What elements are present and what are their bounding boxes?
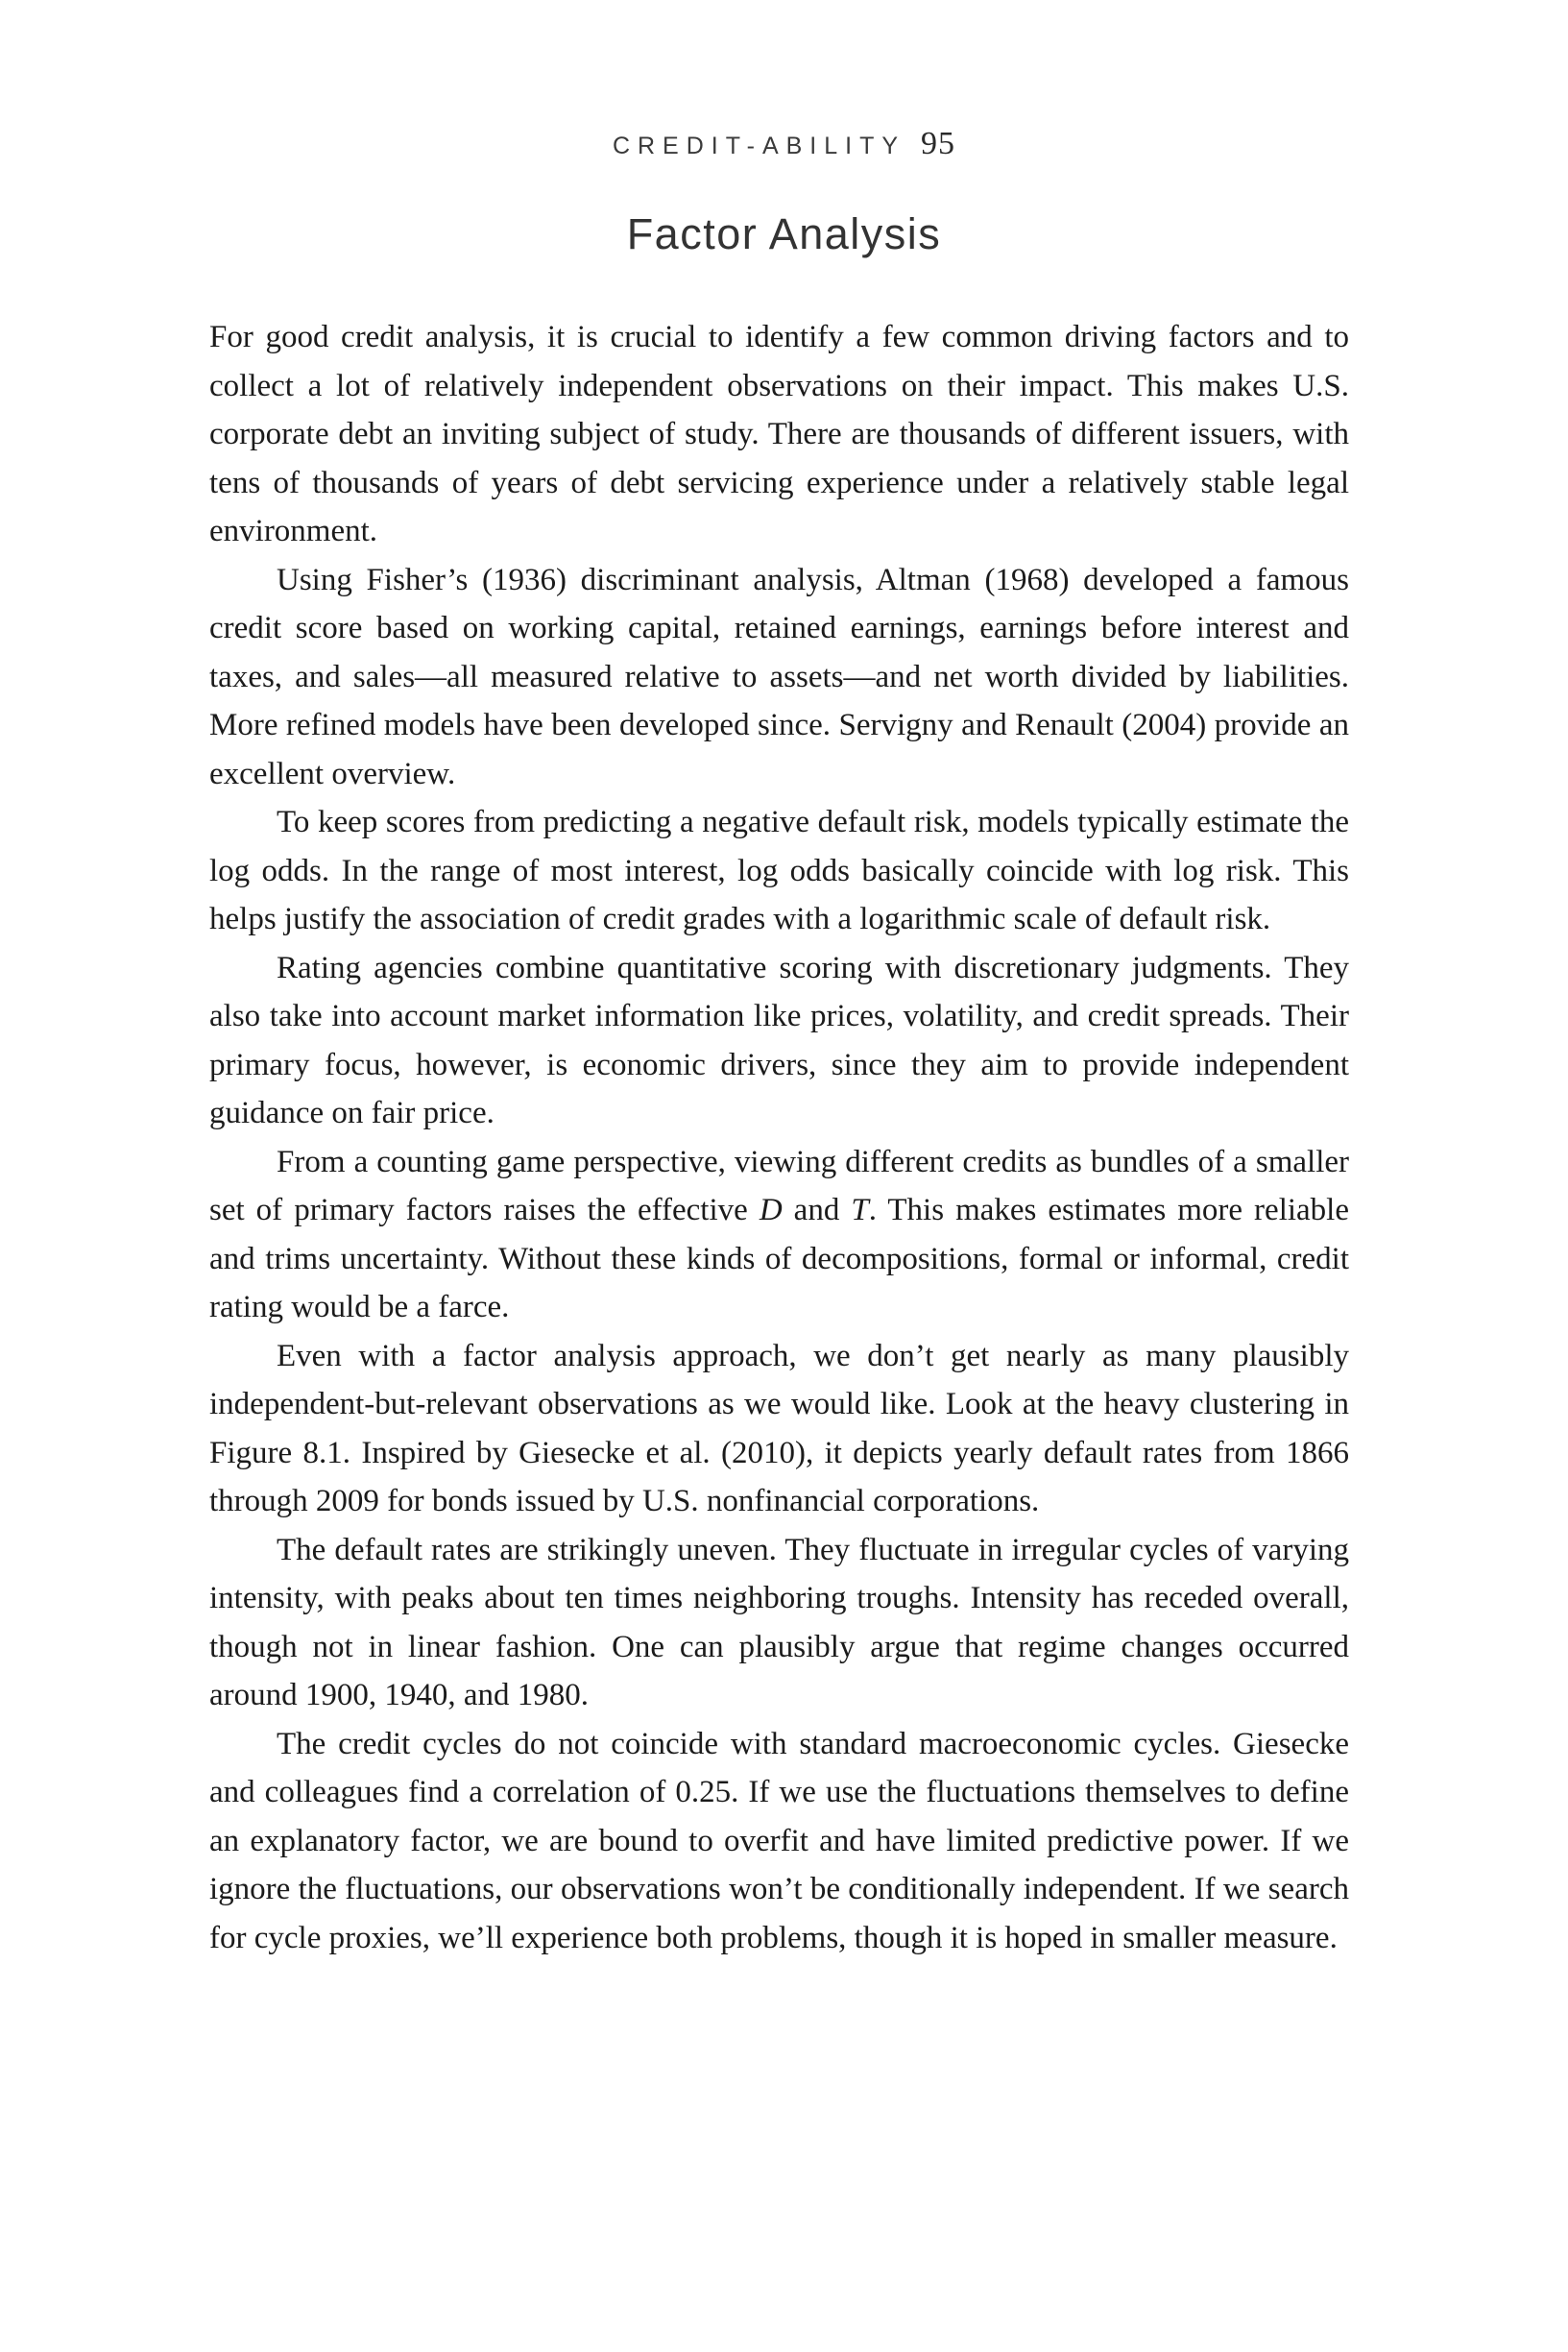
italic-text: D: [759, 1193, 783, 1227]
paragraph: [209, 1138, 1349, 1332]
running-header: [0, 126, 1568, 162]
text-run: For good credit analysis, it is crucial to identify a few common driving factors and to collect a lot of relatively independent observations on their impact. This makes U.S. corporate debt an inviting subject of study. There are thousands of different issuers, with tens of thousands of years of debt servicing experience under a relatively stable legal environment.: [209, 320, 1349, 548]
paragraph: [209, 1720, 1349, 1963]
text-run: From a counting game perspective, viewing different credits as bundles of a smaller set of primary factors raises the effective: [209, 1144, 1349, 1227]
page-number: 95: [921, 126, 956, 161]
section-title: Factor Analysis: [626, 209, 942, 258]
text-run: The credit cycles do not coincide with standard macroeconomic cycles. Giesecke and colleagues find a correlation of 0.25. If we use the fluctuations themselves to define an explanatory factor, we are bound to overfit and have limited predictive power. If we ignore the fluctuations, our observations won’t be conditionally independent. If we search for cycle proxies, we’ll experience both problems, though it is hoped in smaller measure.: [209, 1726, 1349, 1955]
paragraph: [209, 313, 1349, 556]
text-run: Rating agencies combine quantitative scoring with discretionary judgments. They also take into account market information like prices, volatility, and credit spreads. Their primary focus, however, is economic drivers, since they aim to provide independent guidance on fair price.: [209, 950, 1349, 1130]
text-run: Using Fisher’s (1936) discriminant analysis, Altman (1968) developed a famous credit score based on working capital, retained earnings, earnings before interest and taxes, and sales—all measured relative to assets—and net worth divided by liabilities. More refined models have been developed since. Servigny and Renault (2004) provide an excellent overview.: [209, 562, 1349, 791]
text-run: Even with a factor analysis approach, we don’t get nearly as many plausibly independent-but-relevant observations as we would like. Look at the heavy clustering in Figure 8.1. Inspired by Giesecke et al. (2010), it depicts yearly default rates from 1866 through 2009 for bonds issued by U.S. nonfinancial corporations.: [209, 1338, 1349, 1518]
body-text: [209, 313, 1349, 1962]
paragraph: [209, 1526, 1349, 1720]
paragraph: [209, 1332, 1349, 1526]
running-header-title: CREDIT-ABILITY: [612, 133, 906, 159]
text-run: The default rates are strikingly uneven. They fluctuate in irregular cycles of varying intensity, with peaks about ten times neighboring troughs. Intensity has receded overall, though not in linear fashion. One can plausibly argue that regime changes occurred around 1900, 1940, and 1980.: [209, 1532, 1349, 1712]
paragraph: [209, 798, 1349, 944]
italic-text: T: [851, 1193, 869, 1227]
text-run: . This makes estimates more reliable and trims uncertainty. Without these kinds of decompositions, formal or informal, credit rating would be a farce.: [209, 1193, 1349, 1324]
paragraph: [209, 556, 1349, 799]
text-run: and: [782, 1193, 852, 1227]
paragraph: [209, 944, 1349, 1138]
text-run: To keep scores from predicting a negative default risk, models typically estimate the log odds. In the range of most interest, log odds basically coincide with log risk. This helps justify the association of credit grades with a logarithmic scale of default risk.: [209, 805, 1349, 936]
